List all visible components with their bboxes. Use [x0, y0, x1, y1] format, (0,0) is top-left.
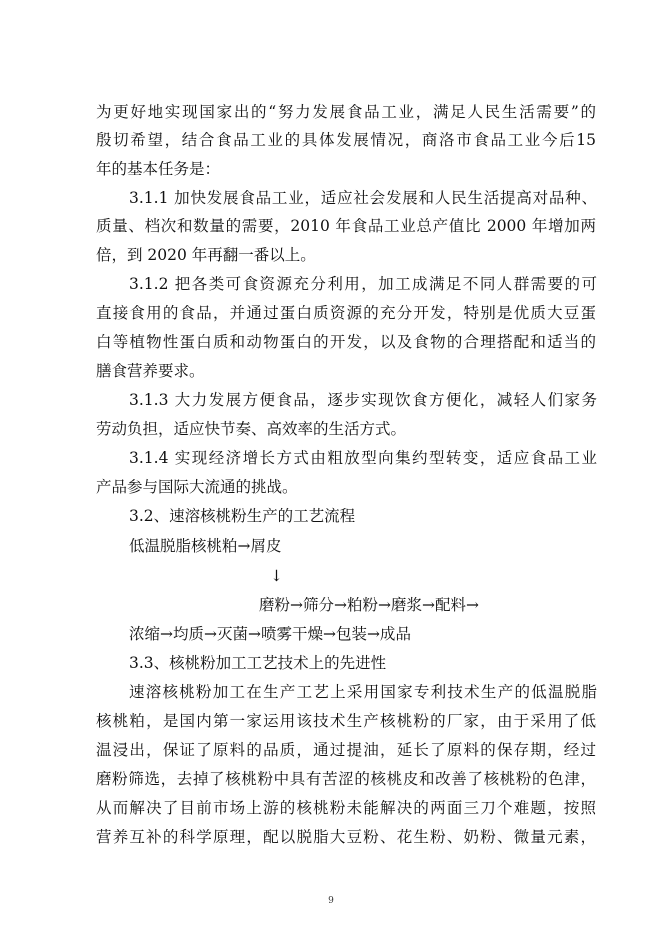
text-line: 营养互补的科学原理，配以脱脂大豆粉、花生粉、奶粉、微量元素，	[96, 828, 596, 846]
text-line: 核桃粕，是国内第一家运用该技术生产核桃粉的厂家，由于采用了低	[96, 712, 596, 730]
text-line: 产品参与国际大流通的挑战。	[96, 478, 298, 496]
text-line: 倍，到 2020 年再翻一番以上。	[96, 246, 316, 264]
text-line: 直接食用的食品，并通过蛋白质资源的充分开发，特别是优质大豆蛋	[96, 304, 596, 322]
text-line: 3.1.1 加快发展食品工业，适应社会发展和人民生活提高对品种、	[129, 189, 597, 207]
text-line: 温浸出，保证了原料的品质，通过提油，延长了原料的保存期，经过	[96, 741, 596, 759]
text-line: 白等植物性蛋白质和动物蛋白的开发，以及食物的合理搭配和适当的	[96, 333, 596, 351]
text-line: 殷切希望，结合食品工业的具体发展情况，商洛市食品工业今后15	[96, 131, 596, 149]
text-line: 膳食营养要求。	[96, 362, 205, 380]
text-line: 3.1.4 实现经济增长方式由粗放型向集约型转变，适应食品工业	[129, 449, 597, 467]
flow-step: 磨粉→筛分→粕粉→磨浆→配料→	[259, 596, 479, 614]
section-heading: 3.3、核桃粉加工工艺技术上的先进性	[129, 654, 387, 672]
text-line: 磨粉筛选，去掉了核桃粉中具有苦涩的核桃皮和改善了核桃粉的色津，	[96, 770, 596, 788]
flow-step: 低温脱脂核桃粕→屑皮	[129, 537, 282, 555]
section-heading: 3.2、速溶核桃粉生产的工艺流程	[129, 507, 356, 525]
text-line: 劳动负担，适应快节奏、高效率的生活方式。	[96, 420, 407, 438]
text-line: 为更好地实现国家出的“努力发展食品工业，满足人民生活需要”的	[96, 103, 596, 121]
text-line: 质量、档次和数量的需要，2010 年食品工业总产值比 2000 年增加两	[96, 217, 596, 235]
flow-arrow: ↓	[270, 567, 283, 585]
flow-step: 浓缩→均质→灭菌→喷雾干燥→包装→成品	[129, 625, 411, 643]
text-line: 年的基本任务是：	[96, 160, 221, 178]
text-line: 3.1.3 大力发展方便食品，逐步实现饮食方便化，减轻人们家务	[129, 391, 597, 409]
page-number: 9	[328, 896, 334, 906]
text-line: 速溶核桃粉加工在生产工艺上采用国家专利技术生产的低温脱脂	[129, 683, 597, 701]
text-line: 3.1.2 把各类可食资源充分利用，加工成满足不同人群需要的可	[129, 275, 597, 293]
text-line: 从而解决了目前市场上游的核桃粉未能解决的两面三刀个难题，按照	[96, 799, 596, 817]
